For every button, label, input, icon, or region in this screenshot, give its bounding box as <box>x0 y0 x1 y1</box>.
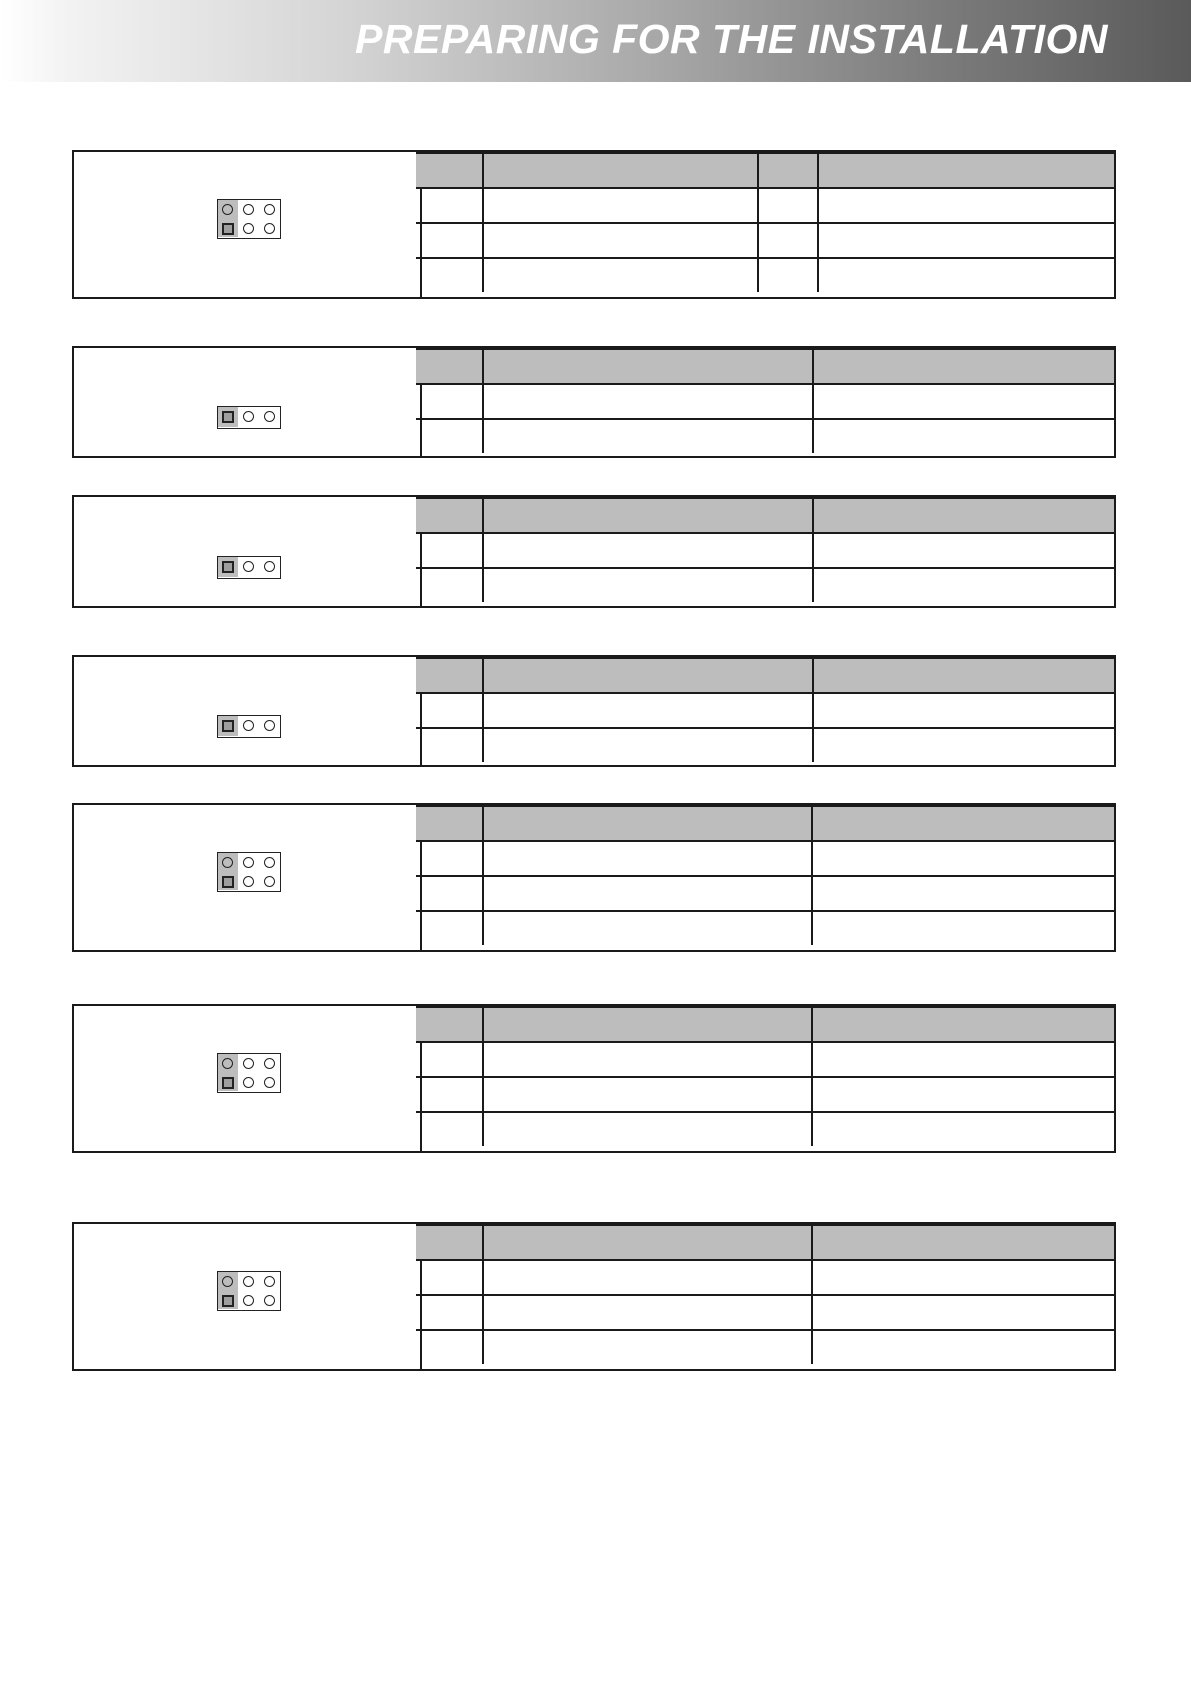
table-cell <box>416 1260 483 1295</box>
table-header-cell <box>812 806 1114 841</box>
table-row <box>416 1042 1114 1077</box>
pin-round <box>264 1058 275 1069</box>
pin-round <box>222 857 233 868</box>
table-cell <box>813 533 1114 568</box>
jumper-diagram-cell <box>74 1224 422 1369</box>
table-cell <box>483 728 813 762</box>
table-header-cell <box>813 498 1114 533</box>
jumper-settings-table <box>416 348 1114 453</box>
jumper-diagram-cell <box>74 805 422 950</box>
table-cell <box>416 188 483 223</box>
jumper-settings-table <box>416 152 1114 292</box>
table-cell <box>416 223 483 258</box>
table-cell <box>483 841 812 876</box>
table-row <box>416 419 1114 453</box>
table-cell <box>812 1260 1114 1295</box>
pin-round <box>264 411 275 422</box>
pin-round <box>243 204 254 215</box>
table-cell <box>483 1330 812 1364</box>
header-bar <box>0 0 1191 82</box>
table-cell <box>483 1260 812 1295</box>
table-cell <box>416 911 483 945</box>
jumper-1x3-icon <box>217 406 281 429</box>
table-cell <box>812 841 1114 876</box>
table-header-cell <box>813 349 1114 384</box>
jumper-diagram-cell <box>74 348 422 456</box>
pin-round <box>243 876 254 887</box>
pin-1-square <box>222 561 234 573</box>
table-row <box>416 533 1114 568</box>
table-header-row <box>416 1007 1114 1042</box>
table-cell <box>416 1077 483 1112</box>
table-cell <box>483 1112 812 1146</box>
table-cell <box>758 258 818 292</box>
table-header-cell <box>416 806 483 841</box>
table-cell <box>812 1330 1114 1364</box>
table-header-row <box>416 153 1114 188</box>
table-cell <box>416 1330 483 1364</box>
table-cell <box>416 384 483 419</box>
table-cell <box>483 911 812 945</box>
jumper-block <box>72 150 1116 299</box>
jumper-diagram-cell <box>74 152 422 297</box>
page-title: PREPARING FOR THE INSTALLATION <box>355 16 1108 62</box>
pin-round <box>222 1058 233 1069</box>
table-row <box>416 1077 1114 1112</box>
table-cell <box>758 188 818 223</box>
pin-round <box>243 1058 254 1069</box>
table-header-cell <box>812 1225 1114 1260</box>
pin-round <box>264 876 275 887</box>
table-cell <box>812 1042 1114 1077</box>
table-header-cell <box>813 658 1114 693</box>
table-cell <box>812 1077 1114 1112</box>
table-cell <box>416 693 483 728</box>
table-header-row <box>416 1225 1114 1260</box>
table-cell <box>812 911 1114 945</box>
table-row <box>416 693 1114 728</box>
pin-round <box>243 1077 254 1088</box>
jumper-block <box>72 1222 1116 1371</box>
pin-1-square <box>222 411 234 423</box>
pin-round <box>264 204 275 215</box>
table-header-cell <box>416 1007 483 1042</box>
jumper-block <box>72 346 1116 458</box>
pin-1-square <box>222 223 234 235</box>
jumper-settings-table <box>416 1006 1114 1146</box>
table-cell <box>813 384 1114 419</box>
table-row <box>416 384 1114 419</box>
table-header-cell <box>416 658 483 693</box>
jumper-settings-table <box>416 1224 1114 1364</box>
table-row <box>416 728 1114 762</box>
table-cell <box>416 876 483 911</box>
table-cell <box>416 1042 483 1077</box>
jumper-diagram-cell <box>74 497 422 606</box>
table-cell <box>483 384 813 419</box>
table-header-cell <box>483 658 813 693</box>
pin-round <box>243 223 254 234</box>
pin-1-square <box>222 1295 234 1307</box>
jumper-block <box>72 495 1116 608</box>
table-cell <box>812 876 1114 911</box>
table-cell <box>483 1295 812 1330</box>
table-header-cell <box>483 153 758 188</box>
table-cell <box>416 258 483 292</box>
table-header-row <box>416 349 1114 384</box>
jumper-settings-table <box>416 805 1114 945</box>
jumper-block <box>72 1004 1116 1153</box>
pin-round <box>243 1295 254 1306</box>
table-cell <box>416 1295 483 1330</box>
pin-round <box>264 857 275 868</box>
table-header-cell <box>483 1225 812 1260</box>
table-cell <box>483 188 758 223</box>
table-header-cell <box>416 349 483 384</box>
table-header-cell <box>416 498 483 533</box>
table-cell <box>812 1112 1114 1146</box>
table-cell <box>483 258 758 292</box>
jumper-block <box>72 803 1116 952</box>
pin-round <box>243 857 254 868</box>
jumper-diagram-cell <box>74 1006 422 1151</box>
table-header-cell <box>758 153 818 188</box>
table-cell <box>483 419 813 453</box>
table-header-cell <box>483 806 812 841</box>
table-cell <box>416 1112 483 1146</box>
pin-round <box>264 1077 275 1088</box>
table-header-cell <box>818 153 1114 188</box>
pin-round <box>264 1276 275 1287</box>
table-header-cell <box>812 1007 1114 1042</box>
jumper-settings-table <box>416 497 1114 602</box>
table-header-row <box>416 498 1114 533</box>
pin-1-square <box>222 876 234 888</box>
table-row <box>416 911 1114 945</box>
table-cell <box>483 1042 812 1077</box>
jumper-1x3-icon <box>217 715 281 738</box>
pin-1-square <box>222 1077 234 1089</box>
table-header-cell <box>416 1225 483 1260</box>
table-row <box>416 1330 1114 1364</box>
table-cell <box>758 223 818 258</box>
table-cell <box>812 1295 1114 1330</box>
table-cell <box>416 533 483 568</box>
table-row <box>416 568 1114 602</box>
table-cell <box>483 876 812 911</box>
jumper-diagram-cell <box>74 657 422 765</box>
table-cell <box>483 568 813 602</box>
pin-round <box>243 1276 254 1287</box>
pin-round <box>243 411 254 422</box>
table-cell <box>416 568 483 602</box>
jumper-1x3-icon <box>217 556 281 579</box>
jumper-2x3-icon <box>217 1053 281 1093</box>
table-row <box>416 841 1114 876</box>
jumper-2x3-icon <box>217 1271 281 1311</box>
pin-round <box>264 561 275 572</box>
pin-1-square <box>222 720 234 732</box>
table-cell <box>813 693 1114 728</box>
pin-round <box>264 1295 275 1306</box>
table-header-cell <box>416 153 483 188</box>
table-row <box>416 223 1114 258</box>
table-cell <box>416 728 483 762</box>
table-cell <box>818 188 1114 223</box>
table-cell <box>416 841 483 876</box>
table-cell <box>483 533 813 568</box>
table-row <box>416 1295 1114 1330</box>
table-header-cell <box>483 349 813 384</box>
table-row <box>416 188 1114 223</box>
jumper-2x3-icon <box>217 199 281 239</box>
pin-round <box>222 204 233 215</box>
table-row <box>416 876 1114 911</box>
table-header-row <box>416 658 1114 693</box>
pin-round <box>243 561 254 572</box>
pin-round <box>222 1276 233 1287</box>
table-cell <box>483 693 813 728</box>
table-header-cell <box>483 1007 812 1042</box>
table-row <box>416 1112 1114 1146</box>
table-row <box>416 1260 1114 1295</box>
pin-round <box>243 720 254 731</box>
table-row <box>416 258 1114 292</box>
table-cell <box>483 1077 812 1112</box>
table-cell <box>416 419 483 453</box>
table-cell <box>483 223 758 258</box>
table-cell <box>813 419 1114 453</box>
table-cell <box>818 223 1114 258</box>
jumper-settings-table <box>416 657 1114 762</box>
table-cell <box>818 258 1114 292</box>
jumper-2x3-icon <box>217 852 281 892</box>
pin-round <box>264 720 275 731</box>
table-cell <box>813 568 1114 602</box>
table-header-row <box>416 806 1114 841</box>
table-header-cell <box>483 498 813 533</box>
pin-round <box>264 223 275 234</box>
table-cell <box>813 728 1114 762</box>
jumper-block <box>72 655 1116 767</box>
